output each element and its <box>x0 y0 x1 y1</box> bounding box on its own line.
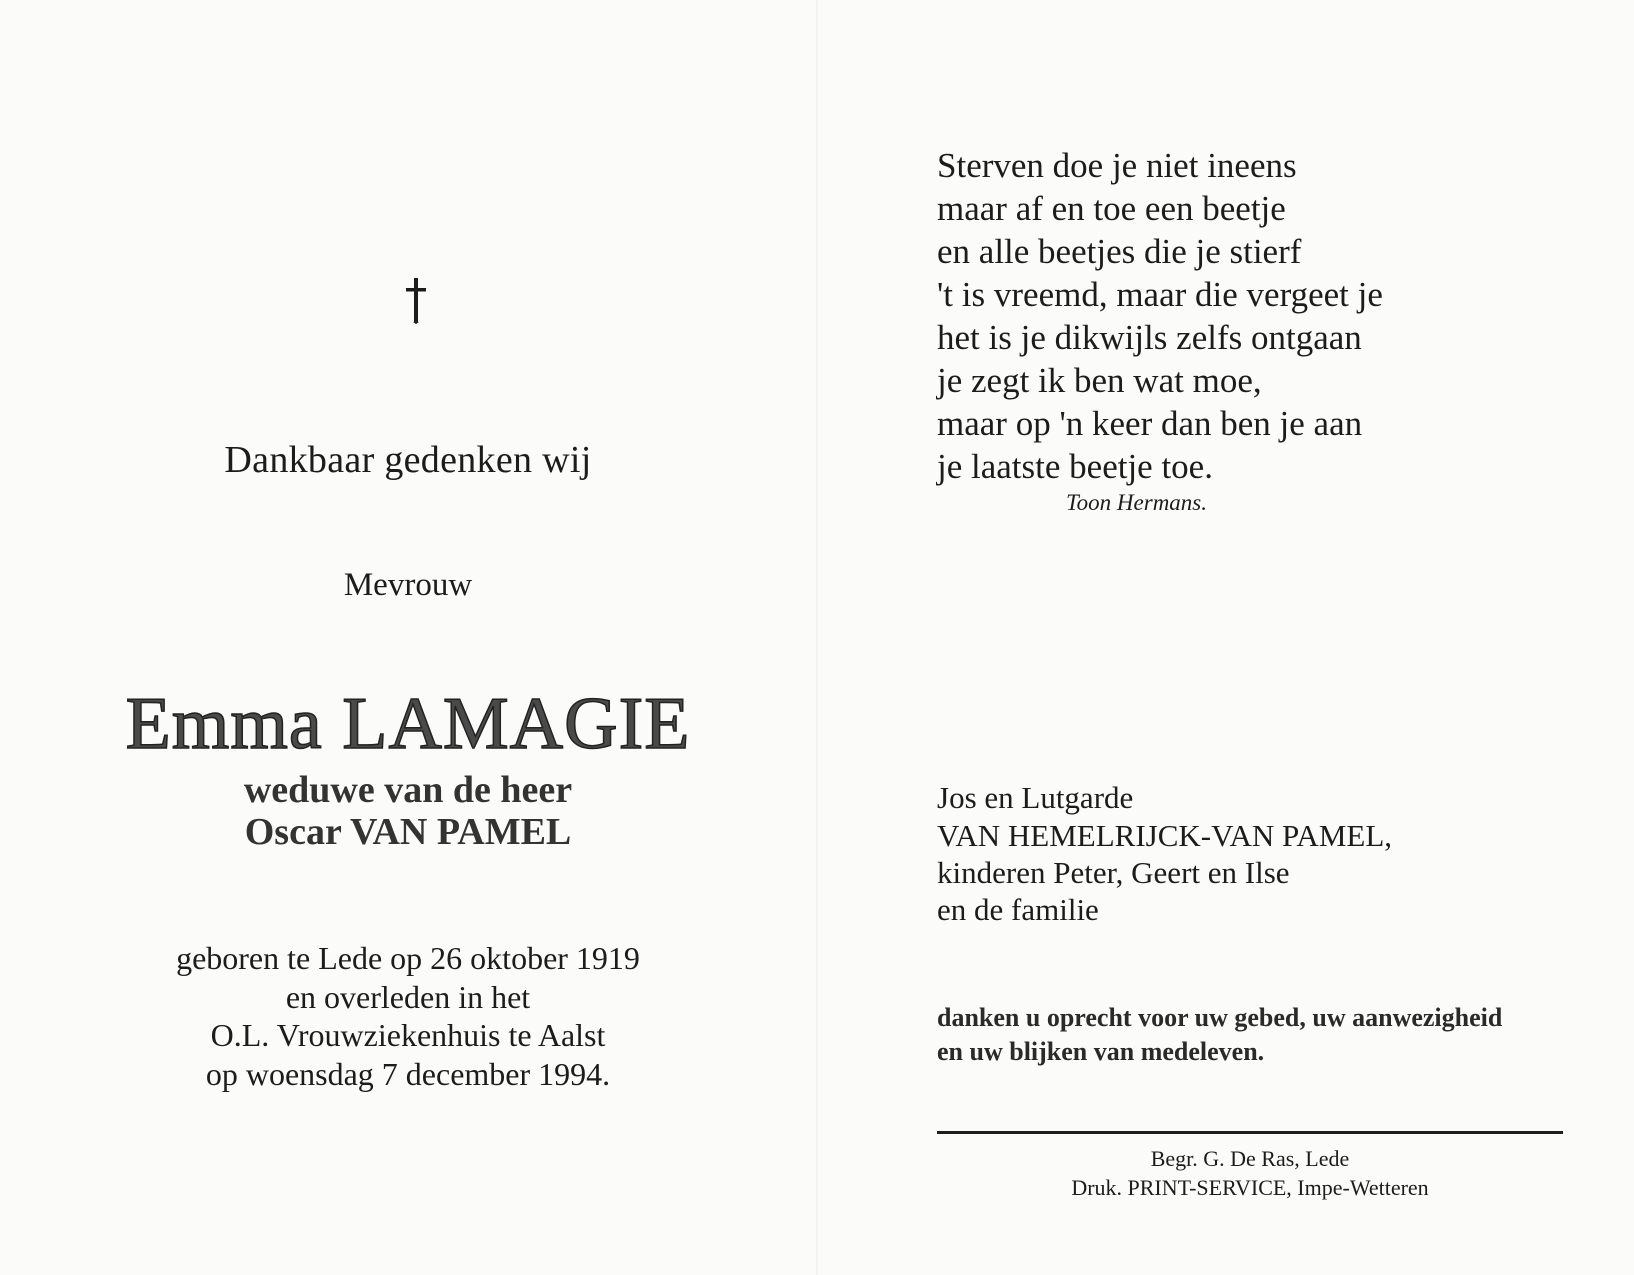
divider-rule <box>937 1131 1563 1134</box>
poem-line: maar op 'n keer dan ben je aan <box>937 404 1363 443</box>
poem-line: maar af en toe een beetje <box>937 189 1286 228</box>
bio-line: en overleden in het <box>285 979 531 1015</box>
poem-line: en alle beetjes die je stierf <box>937 232 1302 271</box>
poem-line: het is je dikwijls zelfs ontgaan <box>937 318 1362 357</box>
poem-line: je zegt ik ben wat moe, <box>937 361 1262 400</box>
poem-line: je laatste beetje toe. <box>937 447 1213 486</box>
credit-line: Begr. G. De Ras, Lede <box>1150 1146 1350 1171</box>
family-line: en de familie <box>937 892 1099 927</box>
left-panel <box>0 0 816 1275</box>
bio-line: op woensdag 7 december 1994. <box>205 1056 611 1092</box>
thanks-line: danken u oprecht voor uw gebed, uw aanwezigheid <box>937 1003 1503 1032</box>
spouse-line-1: weduwe van de heer <box>243 769 573 811</box>
cross-icon <box>404 276 428 324</box>
bio-line: geboren te Lede op 26 oktober 1919 <box>176 940 640 976</box>
family-line: VAN HEMELRIJCK-VAN PAMEL, <box>937 818 1393 853</box>
family-line: Jos en Lutgarde <box>937 780 1134 815</box>
thanks-line: en uw blijken van medeleven. <box>937 1037 1265 1066</box>
family-line: kinderen Peter, Geert en Ilse <box>937 855 1290 890</box>
right-panel <box>818 0 1634 1275</box>
spouse-line-2: Oscar VAN PAMEL <box>244 811 572 853</box>
credit-line: Druk. PRINT-SERVICE, Impe-Wetteren <box>1071 1175 1429 1200</box>
intro-text: Dankbaar gedenken wij <box>224 439 592 481</box>
poem-line: Sterven doe je niet ineens <box>937 146 1297 185</box>
bio-line: O.L. Vrouwziekenhuis te Aalst <box>210 1017 606 1053</box>
deceased-name: Emma LAMAGIE <box>125 683 691 765</box>
poem-line: 't is vreemd, maar die vergeet je <box>937 275 1383 314</box>
honorific: Mevrouw <box>343 567 473 603</box>
poem-author: Toon Hermans. <box>1066 490 1208 515</box>
